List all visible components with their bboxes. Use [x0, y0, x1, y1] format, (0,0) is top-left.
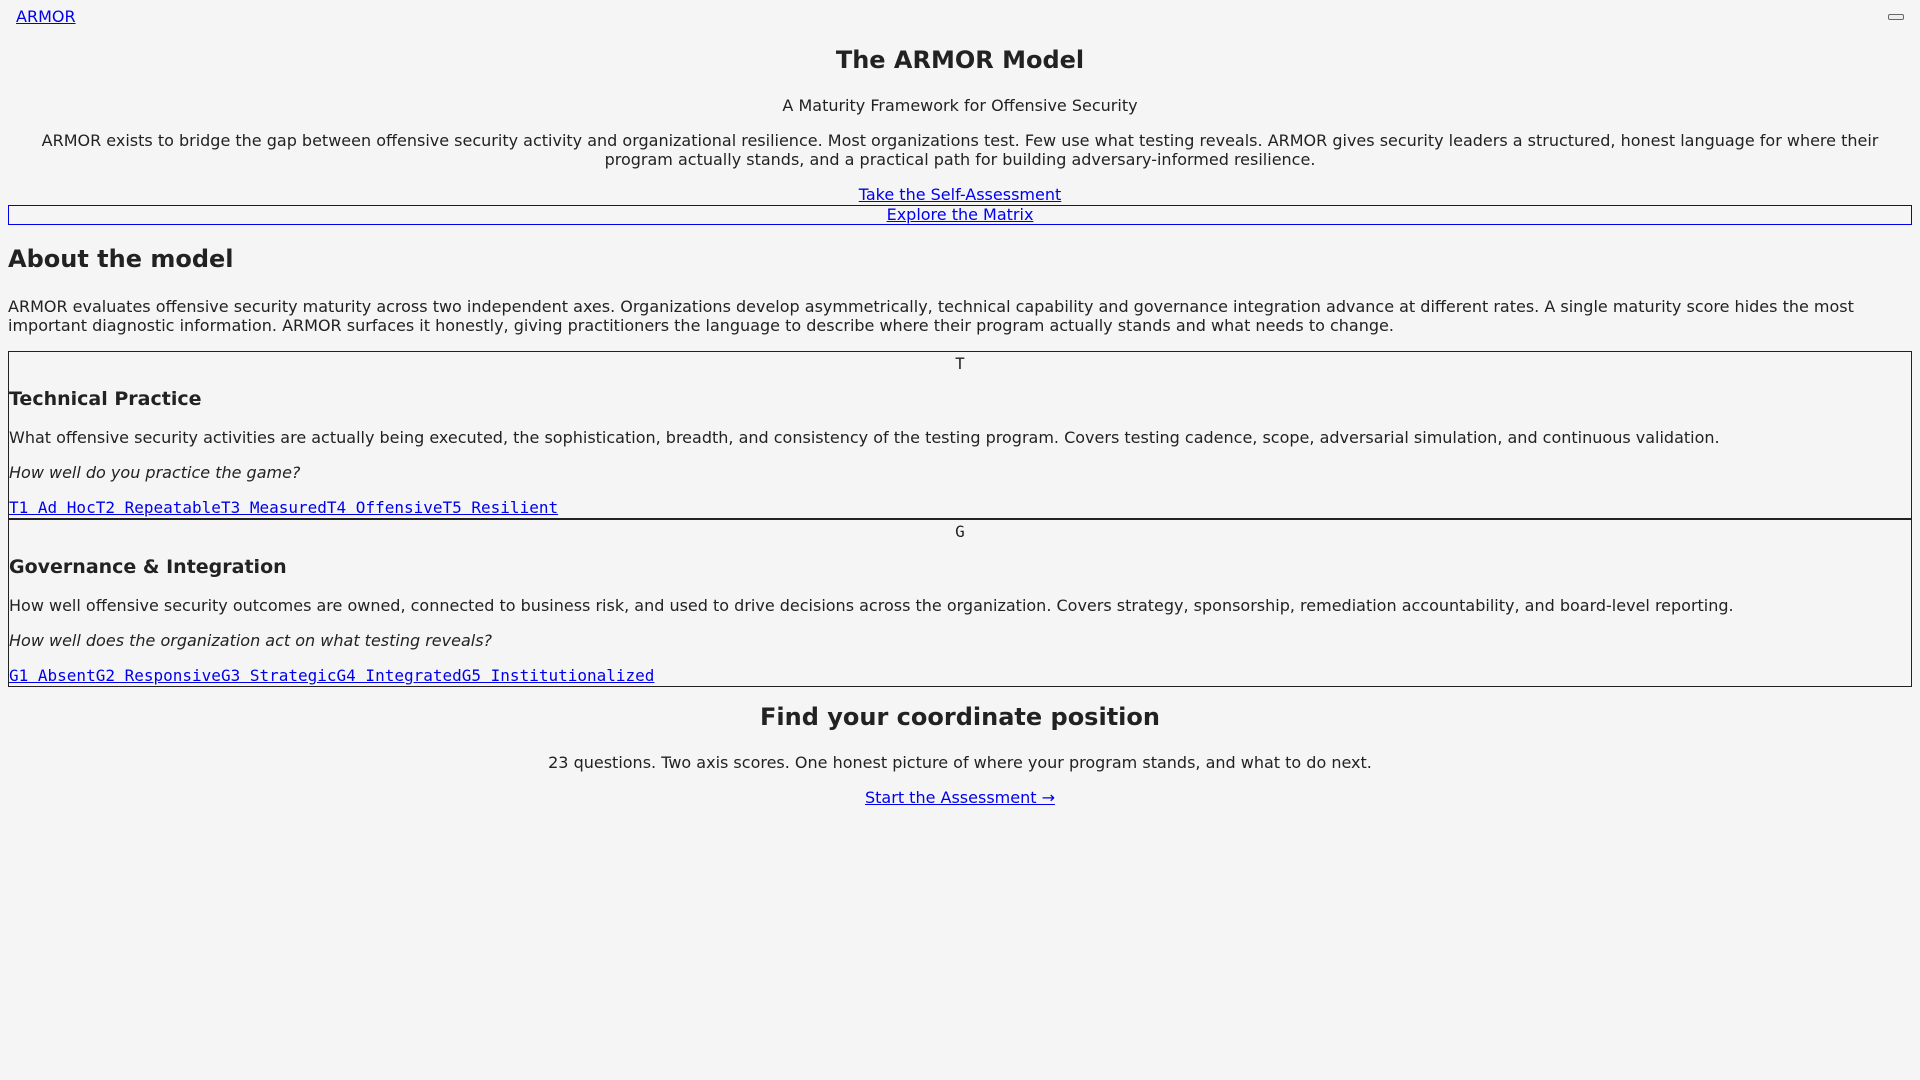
axis-question: How well does the organization act on what testing reveals? [9, 631, 493, 650]
axis-letter: G [955, 522, 965, 541]
axis-description: How well offensive security outcomes are owned, connected to business risk, and used to drive decisions across the organization. Covers strategy, sponsorship, remediation accountability, and board-level reporting. [9, 596, 1734, 615]
level-link-t4[interactable]: T4 Offensive [326, 498, 443, 517]
cta-body: 23 questions. Two axis scores. One honest picture of where your program stands, and what to do next. [548, 753, 1372, 772]
about-heading: About the model [8, 245, 234, 273]
self-assessment-link[interactable]: Take the Self-Assessment [858, 185, 1062, 204]
level-link-g5[interactable]: G5 Institutionalized [461, 666, 655, 685]
level-link-g1[interactable]: G1 Absent [9, 666, 96, 685]
page-title: The ARMOR Model [835, 46, 1085, 74]
level-link-t3[interactable]: T3 Measured [220, 498, 327, 517]
brand-link[interactable]: ARMOR [16, 7, 76, 26]
level-link-t1[interactable]: T1 Ad Hoc [9, 498, 96, 517]
axis-card-governance [8, 519, 1912, 687]
top-nav [8, 0, 1912, 34]
level-link-g2[interactable]: G2 Responsive [95, 666, 221, 685]
hero-subtitle: A Maturity Framework for Offensive Security [782, 96, 1138, 115]
axis-name: Governance & Integration [9, 556, 287, 578]
cta-heading: Find your coordinate position [760, 703, 1160, 731]
about-body: ARMOR evaluates offensive security maturity across two independent axes. Organizations develop asymmetrically, technical capability and governance integration advance at different rates. A single maturity score hides the most important diagnostic information. ARMOR surfaces it honestly, giving practitioners the language to describe where their program actually stands and what needs to change. [8, 297, 1854, 335]
level-link-t2[interactable]: T2 Repeatable [95, 498, 221, 517]
axis-question: How well do you practice the game? [9, 463, 301, 482]
level-link-g3[interactable]: G3 Strategic [220, 666, 337, 685]
axis-letter: T [955, 354, 965, 373]
menu-toggle-icon[interactable] [1888, 14, 1904, 20]
level-links [9, 498, 1911, 518]
explore-matrix-link[interactable]: Explore the Matrix [8, 205, 1912, 225]
cta-section [8, 703, 1912, 807]
hero-intro: ARMOR exists to bridge the gap between offensive security activity and organizational resilience. Most organizations test. Few use what testing reveals. ARMOR gives security leaders a structured, honest language for where their program actually stands, and a practical path for building adversary-informed resilience. [41, 131, 1879, 169]
level-links [9, 666, 1911, 686]
axis-description: What offensive security activities are actually being executed, the sophistication, breadth, and consistency of the testing program. Covers testing cadence, scope, adversarial simulation, and continuous validation. [9, 428, 1720, 447]
level-link-g4[interactable]: G4 Integrated [336, 666, 462, 685]
level-link-t5[interactable]: T5 Resilient [442, 498, 559, 517]
axis-name: Technical Practice [9, 388, 202, 410]
start-assessment-link[interactable]: Start the Assessment → [865, 788, 1055, 807]
hero-section [8, 46, 1912, 225]
axis-card-technical [8, 351, 1912, 519]
